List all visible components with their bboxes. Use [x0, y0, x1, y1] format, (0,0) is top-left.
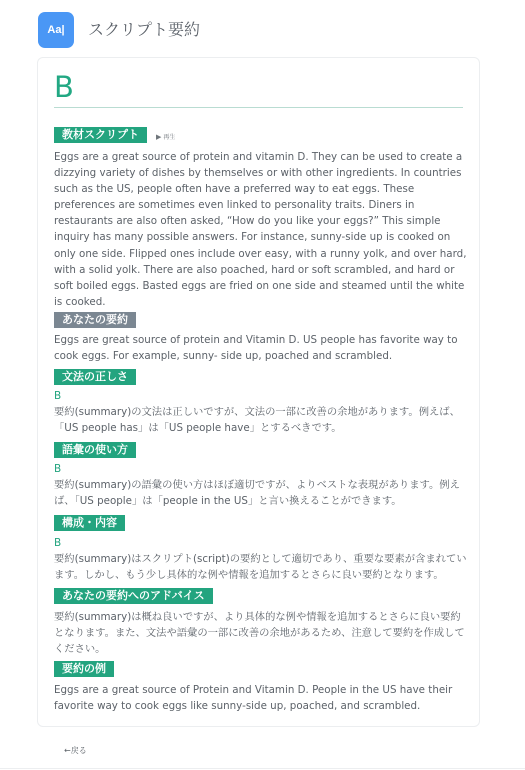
page-title: スクリプト要約: [88, 20, 201, 39]
play-button[interactable]: [156, 132, 175, 141]
vocabulary-label: 語彙の使い方: [54, 442, 136, 458]
structure-feedback: 要約(summary)はスクリプト(script)の要約として適切であり、重要な要素が含まれています。しかし、もう少し具体的な例や情報を追加するとさらに良い要約となります。: [54, 553, 467, 582]
summary-result-card: [37, 57, 480, 727]
arrow-left-icon: ←: [64, 746, 71, 755]
your-summary-text: Eggs are great source of protein and Vitamin D. US people has favorite way to cook eggs. For example, sunny- side up, poached and scrambled.: [54, 334, 458, 363]
grade-divider: [54, 107, 463, 108]
back-link[interactable]: [64, 745, 87, 756]
advice-label: あなたの要約へのアドバイス: [54, 588, 213, 604]
script-label: 教材スクリプト: [54, 127, 147, 143]
example-text: Eggs are a great source of Protein and Vitamin D. People in the US have their favorite way to cook eggs like sunny-side up, poached, and scrambled.: [54, 684, 453, 713]
back-label: 戻る: [70, 746, 87, 755]
grammar-feedback: 要約(summary)の文法は正しいですが、文法の一部に改善の余地があります。例えば、「US people has」は「US people have」とするべきです。: [54, 406, 460, 435]
advice-text: 要約(summary)は概ね良いですが、より具体的な例や情報を追加するとさらに良い要約となります。また、文法や語彙の一部に改善の余地があるため、注意して要約を作成してください。: [54, 611, 465, 656]
app-logo-icon: Aa|: [38, 12, 74, 48]
play-icon: ▶: [156, 133, 162, 141]
overall-grade: B: [54, 70, 74, 104]
vocabulary-grade: B: [54, 463, 62, 475]
play-label: 再生: [163, 134, 176, 141]
example-label: 要約の例: [54, 661, 114, 677]
script-text: Eggs are a great source of protein and vitamin D. They can be used to create a dizzying variety of dishes by themselves or with other ingredients. In countries such as the US, people often have a preferred way to eat eggs. These preferences are sometimes even linked to personality traits. Diners in restaurants are also often asked, “How do you like your eggs?” This simple inquiry has many possible answers. For instance, sunny-side up is cooked on only one side. Flipped ones include over easy, with a runny yolk, and over hard, with a solid yolk. There are also poached, hard or soft scrambled, and hard or soft boiled eggs. Basted eggs are fried on one side and steamed until the white is cooked.: [54, 151, 467, 308]
your-summary-label: あなたの要約: [54, 312, 136, 328]
structure-grade: B: [54, 537, 62, 549]
grammar-grade: B: [54, 390, 62, 402]
app-header: [0, 0, 525, 56]
vocabulary-feedback: 要約(summary)の語彙の使い方はほぼ適切ですが、よりベストな表現があります。例えば、「US people」は「people in the US」と言い換えることができます。: [54, 479, 460, 508]
grammar-label: 文法の正しさ: [54, 369, 136, 385]
footer-divider: [0, 768, 525, 769]
structure-label: 構成・内容: [54, 515, 125, 531]
